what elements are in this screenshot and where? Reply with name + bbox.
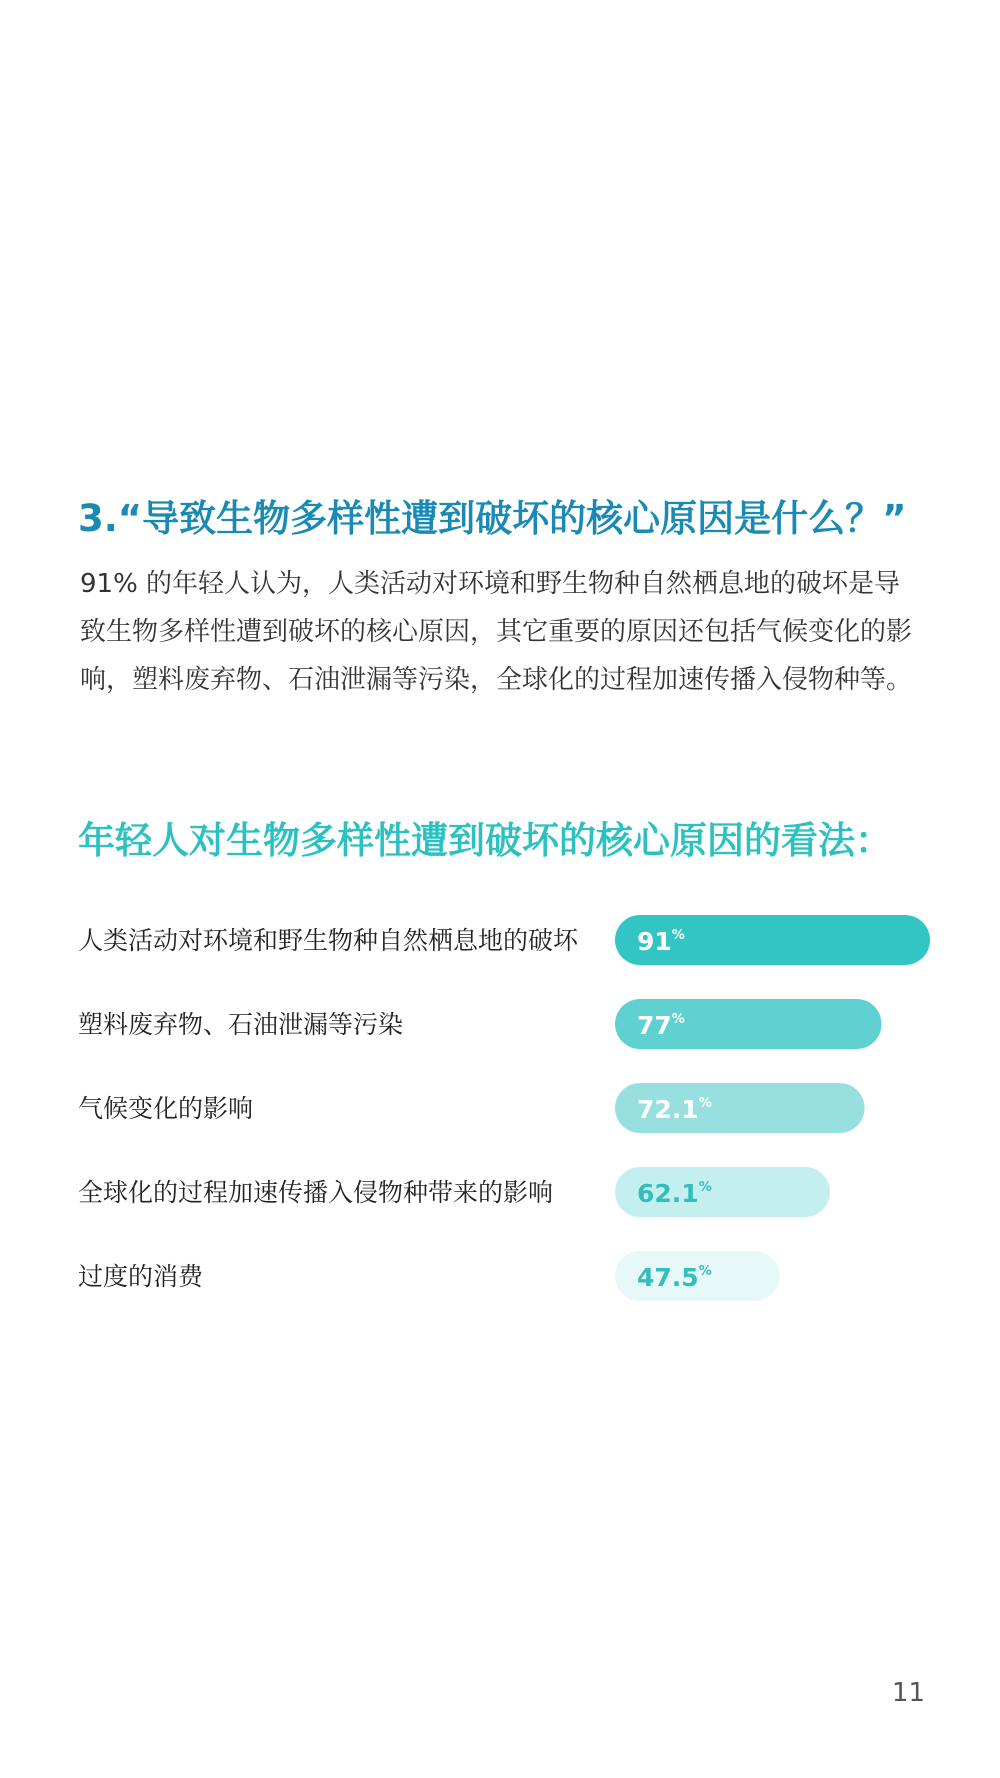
data-label: 47.5% (637, 1263, 712, 1292)
intro-line: 致生物多样性遭到破坏的核心原因，其它重要的原因还包括气候变化的影 (80, 617, 913, 647)
category-label: 全球化的过程加速传播入侵物种带来的影响 (78, 1178, 554, 1207)
intro-line: 91% 的年轻人认为，人类活动对环境和野生物种自然栖息地的破坏是导 (80, 569, 901, 599)
chart-title: 年轻人对生物多样性遭到破坏的核心原因的看法： (78, 819, 892, 862)
page-number: 11 (891, 1678, 925, 1708)
intro-line: 响，塑料废弃物、石油泄漏等污染，全球化的过程加速传播入侵物种等。 (80, 665, 913, 695)
category-label: 过度的消费 (78, 1262, 204, 1291)
data-label: 62.1% (637, 1179, 712, 1208)
data-label: 77% (637, 1011, 685, 1040)
data-label: 91% (637, 927, 685, 956)
data-label: 72.1% (637, 1095, 712, 1124)
category-label: 人类活动对环境和野生物种自然栖息地的破坏 (78, 926, 579, 955)
category-label: 气候变化的影响 (78, 1094, 254, 1123)
section-heading: 3.“导致生物多样性遭到破坏的核心原因是什么？” (78, 497, 907, 540)
category-label: 塑料废弃物、石油泄漏等污染 (78, 1010, 404, 1039)
